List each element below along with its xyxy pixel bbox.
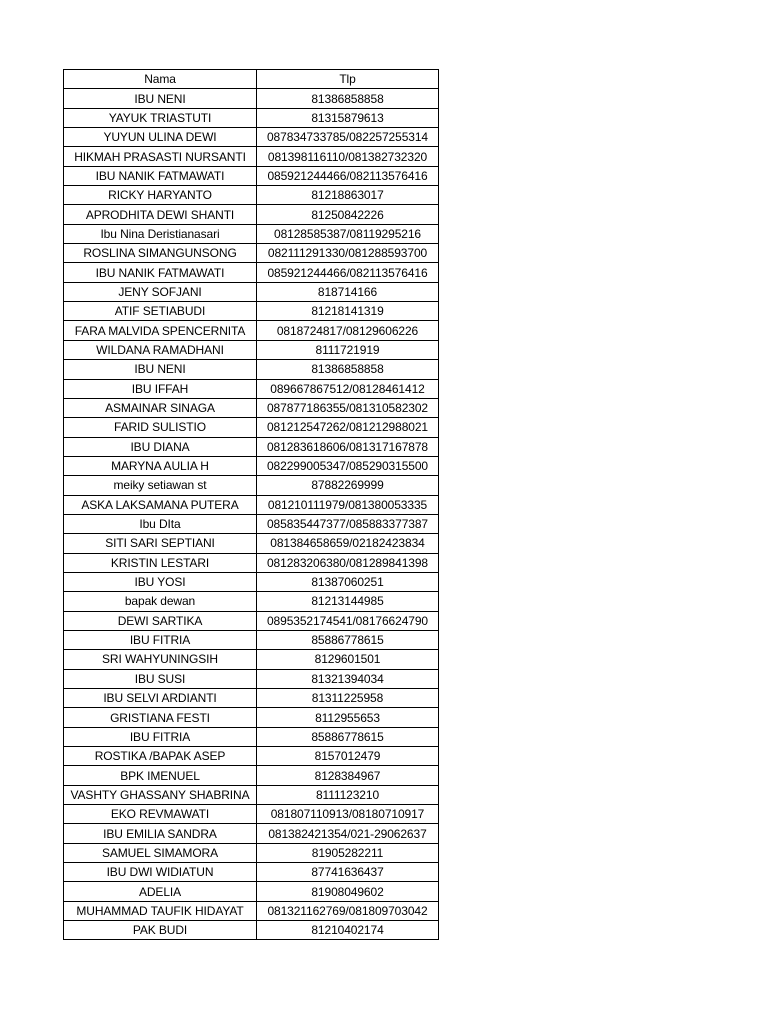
cell-tlp: 81908049602 bbox=[257, 882, 439, 901]
cell-nama: PAK BUDI bbox=[64, 921, 257, 940]
cell-tlp: 81210402174 bbox=[257, 921, 439, 940]
cell-nama: MUHAMMAD TAUFIK HIDAYAT bbox=[64, 901, 257, 920]
table-row bbox=[64, 147, 439, 166]
cell-tlp: 81905282211 bbox=[257, 843, 439, 862]
cell-nama: EKO REVMAWATI bbox=[64, 805, 257, 824]
cell-tlp: 8129601501 bbox=[257, 650, 439, 669]
cell-nama: IBU DWI WIDIATUN bbox=[64, 863, 257, 882]
table-row bbox=[64, 534, 439, 553]
table-row bbox=[64, 689, 439, 708]
cell-tlp: 085921244466/082113576416 bbox=[257, 166, 439, 185]
cell-tlp: 085921244466/082113576416 bbox=[257, 263, 439, 282]
cell-tlp: 0895352174541/08176624790 bbox=[257, 611, 439, 630]
table-row bbox=[64, 650, 439, 669]
cell-tlp: 87882269999 bbox=[257, 476, 439, 495]
table-row bbox=[64, 379, 439, 398]
cell-tlp: 082299005347/085290315500 bbox=[257, 456, 439, 475]
table-row bbox=[64, 166, 439, 185]
table-row bbox=[64, 224, 439, 243]
table-row bbox=[64, 302, 439, 321]
cell-nama: YUYUN ULINA DEWI bbox=[64, 128, 257, 147]
table-row bbox=[64, 747, 439, 766]
cell-tlp: 81386858858 bbox=[257, 89, 439, 108]
cell-nama: ATIF SETIABUDI bbox=[64, 302, 257, 321]
table-row bbox=[64, 727, 439, 746]
table-row bbox=[64, 360, 439, 379]
cell-nama: ASKA LAKSAMANA PUTERA bbox=[64, 495, 257, 514]
cell-tlp: 8112955653 bbox=[257, 708, 439, 727]
cell-tlp: 81387060251 bbox=[257, 572, 439, 591]
cell-nama: KRISTIN LESTARI bbox=[64, 553, 257, 572]
cell-nama: BPK IMENUEL bbox=[64, 766, 257, 785]
cell-nama: Ibu DIta bbox=[64, 514, 257, 533]
cell-nama: ASMAINAR SINAGA bbox=[64, 398, 257, 417]
cell-nama: IBU YOSI bbox=[64, 572, 257, 591]
cell-tlp: 081807110913/08180710917 bbox=[257, 805, 439, 824]
cell-nama: IBU FITRIA bbox=[64, 630, 257, 649]
cell-nama: IBU EMILIA SANDRA bbox=[64, 824, 257, 843]
table-row bbox=[64, 843, 439, 862]
cell-tlp: 081210111979/081380053335 bbox=[257, 495, 439, 514]
table-row bbox=[64, 514, 439, 533]
cell-tlp: 081384658659/02182423834 bbox=[257, 534, 439, 553]
cell-tlp: 8111123210 bbox=[257, 785, 439, 804]
table-row bbox=[64, 572, 439, 591]
header-tlp: Tlp bbox=[257, 70, 439, 89]
cell-nama: GRISTIANA FESTI bbox=[64, 708, 257, 727]
cell-nama: DEWI SARTIKA bbox=[64, 611, 257, 630]
table-row bbox=[64, 766, 439, 785]
cell-tlp: 081398116110/081382732320 bbox=[257, 147, 439, 166]
table-row bbox=[64, 708, 439, 727]
cell-nama: MARYNA AULIA H bbox=[64, 456, 257, 475]
cell-nama: ROSLINA SIMANGUNSONG bbox=[64, 244, 257, 263]
header-row bbox=[64, 70, 439, 89]
cell-tlp: 81311225958 bbox=[257, 689, 439, 708]
cell-nama: IBU SELVI ARDIANTI bbox=[64, 689, 257, 708]
cell-nama: HIKMAH PRASASTI NURSANTI bbox=[64, 147, 257, 166]
cell-tlp: 81315879613 bbox=[257, 108, 439, 127]
cell-nama: IBU NENI bbox=[64, 89, 257, 108]
cell-tlp: 8111721919 bbox=[257, 340, 439, 359]
table-body bbox=[64, 89, 439, 940]
table-header bbox=[64, 70, 439, 89]
table-row bbox=[64, 824, 439, 843]
table-row bbox=[64, 611, 439, 630]
table-row bbox=[64, 398, 439, 417]
table-row bbox=[64, 108, 439, 127]
table-row bbox=[64, 437, 439, 456]
cell-nama: FARA MALVIDA SPENCERNITA bbox=[64, 321, 257, 340]
cell-tlp: 087877186355/081310582302 bbox=[257, 398, 439, 417]
cell-tlp: 081283618606/081317167878 bbox=[257, 437, 439, 456]
table-row bbox=[64, 921, 439, 940]
cell-tlp: 089667867512/08128461412 bbox=[257, 379, 439, 398]
cell-tlp: 85886778615 bbox=[257, 727, 439, 746]
cell-nama: WILDANA RAMADHANI bbox=[64, 340, 257, 359]
cell-nama: SITI SARI SEPTIANI bbox=[64, 534, 257, 553]
cell-nama: IBU IFFAH bbox=[64, 379, 257, 398]
cell-tlp: 81213144985 bbox=[257, 592, 439, 611]
cell-tlp: 81250842226 bbox=[257, 205, 439, 224]
table-row bbox=[64, 476, 439, 495]
table-row bbox=[64, 785, 439, 804]
table-row bbox=[64, 263, 439, 282]
cell-tlp: 081283206380/081289841398 bbox=[257, 553, 439, 572]
contact-table bbox=[63, 69, 439, 940]
cell-tlp: 081321162769/081809703042 bbox=[257, 901, 439, 920]
cell-nama: ADELIA bbox=[64, 882, 257, 901]
cell-nama: RICKY HARYANTO bbox=[64, 186, 257, 205]
cell-tlp: 8157012479 bbox=[257, 747, 439, 766]
cell-tlp: 81218863017 bbox=[257, 186, 439, 205]
table-row bbox=[64, 321, 439, 340]
cell-nama: JENY SOFJANI bbox=[64, 282, 257, 301]
table-row bbox=[64, 901, 439, 920]
table-row bbox=[64, 128, 439, 147]
cell-nama: IBU DIANA bbox=[64, 437, 257, 456]
cell-tlp: 85886778615 bbox=[257, 630, 439, 649]
table-row bbox=[64, 186, 439, 205]
table-row bbox=[64, 863, 439, 882]
cell-nama: IBU NANIK FATMAWATI bbox=[64, 263, 257, 282]
cell-nama: YAYUK TRIASTUTI bbox=[64, 108, 257, 127]
cell-nama: bapak dewan bbox=[64, 592, 257, 611]
cell-tlp: 0818724817/08129606226 bbox=[257, 321, 439, 340]
cell-tlp: 81321394034 bbox=[257, 669, 439, 688]
table-row bbox=[64, 882, 439, 901]
cell-nama: meiky setiawan st bbox=[64, 476, 257, 495]
table-row bbox=[64, 456, 439, 475]
table-row bbox=[64, 340, 439, 359]
cell-nama: ROSTIKA /BAPAK ASEP bbox=[64, 747, 257, 766]
table-row bbox=[64, 282, 439, 301]
table-row bbox=[64, 418, 439, 437]
table-row bbox=[64, 205, 439, 224]
table-row bbox=[64, 805, 439, 824]
cell-nama: IBU NANIK FATMAWATI bbox=[64, 166, 257, 185]
cell-nama: IBU FITRIA bbox=[64, 727, 257, 746]
cell-tlp: 818714166 bbox=[257, 282, 439, 301]
cell-nama: FARID SULISTIO bbox=[64, 418, 257, 437]
table-row bbox=[64, 89, 439, 108]
cell-tlp: 081212547262/081212988021 bbox=[257, 418, 439, 437]
cell-tlp: 082111291330/081288593700 bbox=[257, 244, 439, 263]
cell-nama: SAMUEL SIMAMORA bbox=[64, 843, 257, 862]
cell-tlp: 81218141319 bbox=[257, 302, 439, 321]
table-row bbox=[64, 244, 439, 263]
cell-nama: VASHTY GHASSANY SHABRINA bbox=[64, 785, 257, 804]
cell-nama: APRODHITA DEWI SHANTI bbox=[64, 205, 257, 224]
cell-nama: IBU SUSI bbox=[64, 669, 257, 688]
cell-nama: SRI WAHYUNINGSIH bbox=[64, 650, 257, 669]
header-nama: Nama bbox=[64, 70, 257, 89]
cell-tlp: 87741636437 bbox=[257, 863, 439, 882]
cell-tlp: 08128585387/08119295216 bbox=[257, 224, 439, 243]
cell-tlp: 8128384967 bbox=[257, 766, 439, 785]
cell-nama: IBU NENI bbox=[64, 360, 257, 379]
cell-tlp: 085835447377/085883377387 bbox=[257, 514, 439, 533]
table-row bbox=[64, 592, 439, 611]
table-row bbox=[64, 553, 439, 572]
cell-tlp: 081382421354/021-29062637 bbox=[257, 824, 439, 843]
cell-tlp: 087834733785/082257255314 bbox=[257, 128, 439, 147]
table-row bbox=[64, 669, 439, 688]
cell-tlp: 81386858858 bbox=[257, 360, 439, 379]
cell-nama: Ibu Nina Deristianasari bbox=[64, 224, 257, 243]
table-row bbox=[64, 630, 439, 649]
table-row bbox=[64, 495, 439, 514]
